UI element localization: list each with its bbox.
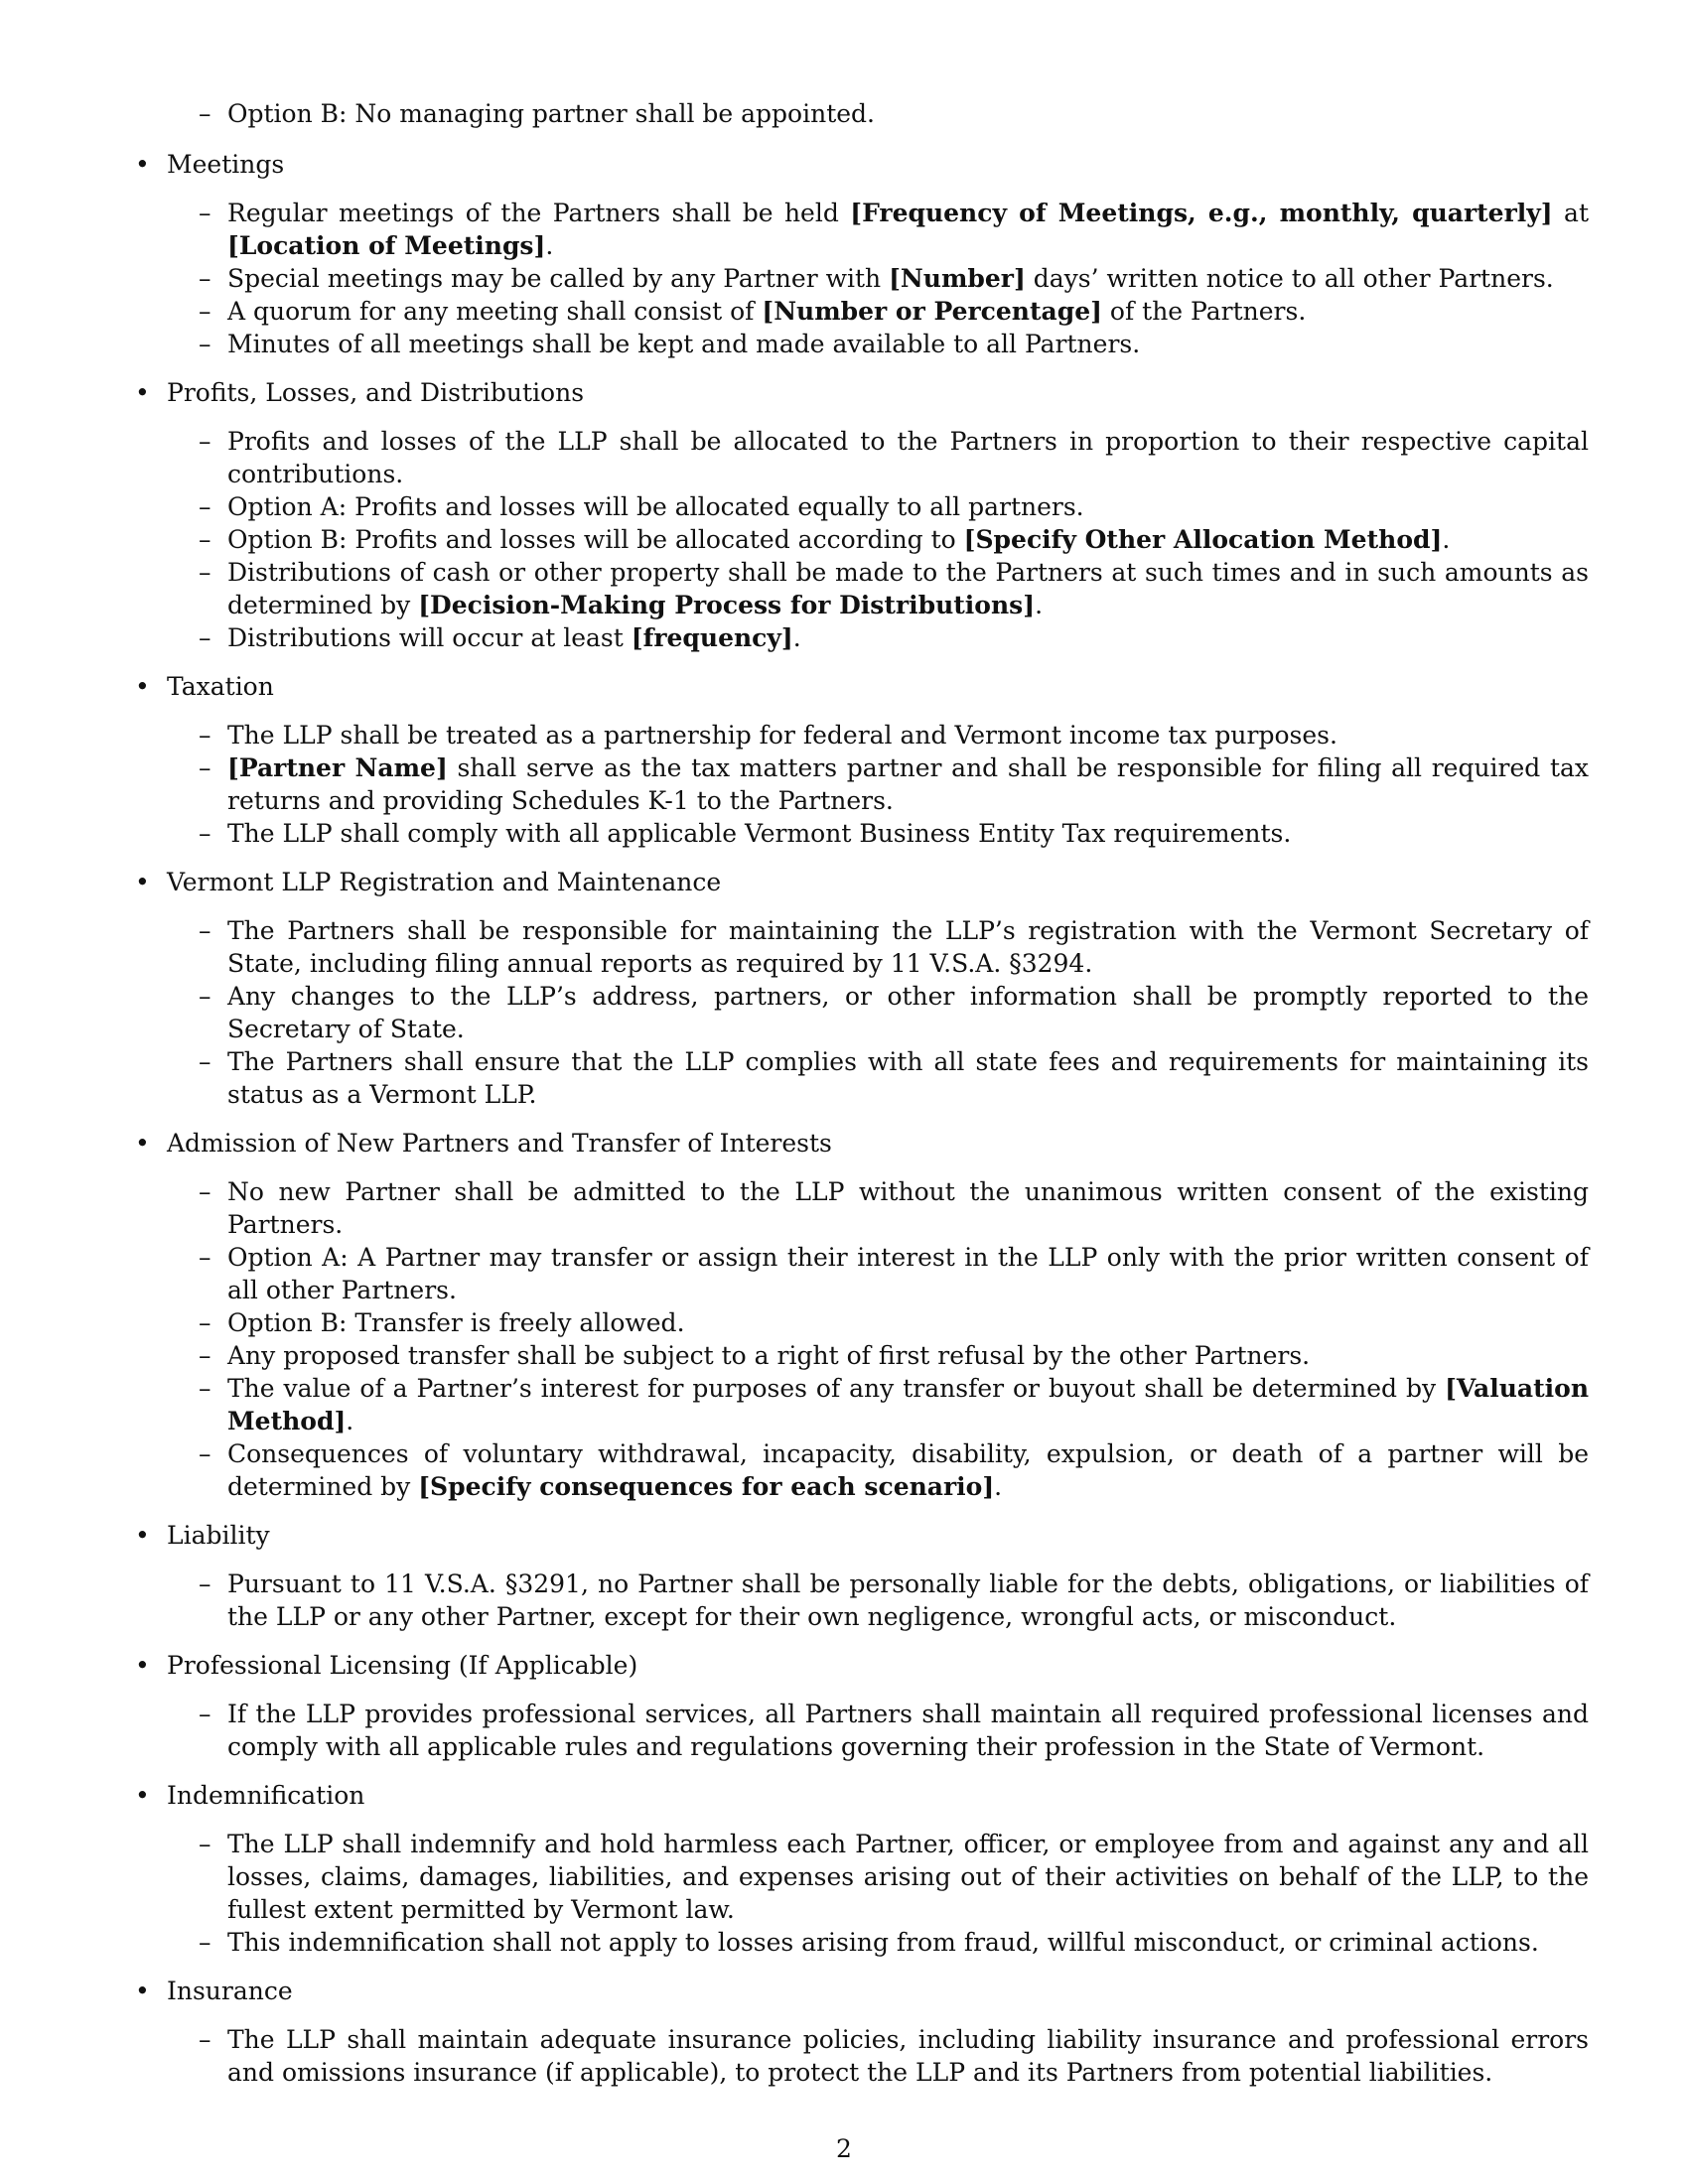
section-liability (135, 1519, 1589, 1633)
lead-list-item: – Option B: No managing partner shall be appointed. (227, 97, 1589, 130)
placeholder-field: [Valuation Method] (227, 1374, 1589, 1435)
text-run: Option B: Profits and losses will be allocated according to (227, 525, 964, 554)
text-run: No new Partner shall be admitted to the LLP without the unanimous written consent of the existing Partners. (227, 1177, 1589, 1239)
text-run: The Partners shall be responsible for maintaining the LLP’s registration with the Vermont Secretary of State, including filing annual reports as required by 11 V.S.A. §3294. (227, 916, 1589, 978)
text-run: The Partners shall ensure that the LLP complies with all state fees and requirements for maintaining its status as a Vermont LLP. (227, 1047, 1589, 1109)
text-run: Option A: Profits and losses will be allocated equally to all partners. (227, 492, 1084, 521)
document-body (135, 97, 1589, 2105)
text-run: A quorum for any meeting shall consist of (227, 297, 763, 326)
text-run: shall serve as the tax matters partner and shall be responsible for filing all required tax returns and providing Schedules K-1 to the Partners. (227, 753, 1590, 815)
list-item (135, 328, 1589, 360)
section-items (135, 2023, 1589, 2089)
text-run: The LLP shall be treated as a partnership for federal and Vermont income tax purposes. (227, 721, 1337, 750)
list-item (135, 1372, 1589, 1437)
page-number: 2 (836, 2134, 852, 2163)
list-item (135, 523, 1589, 556)
text-run: Option B: Transfer is freely allowed. (227, 1308, 685, 1337)
text-run: Any changes to the LLP’s address, partners, or other information shall be promptly reported to the Secretary of State. (227, 982, 1589, 1043)
section-meetings (135, 148, 1589, 360)
section-items (135, 719, 1589, 850)
list-item (135, 556, 1589, 621)
list-item (135, 262, 1589, 295)
section-insurance (135, 1975, 1589, 2089)
text-run: of the Partners. (1101, 297, 1307, 326)
text-run: Regular meetings of the Partners shall be held (227, 199, 851, 227)
placeholder-field: [Frequency of Meetings, e.g., monthly, quarterly] (850, 199, 1553, 227)
section-items (135, 197, 1589, 360)
section-title: • Admission of New Partners and Transfer of Interests (135, 1127, 1589, 1160)
text-run: days’ written notice to all other Partners. (1025, 264, 1554, 293)
list-item (135, 1339, 1589, 1372)
list-item (135, 2023, 1589, 2089)
section-title: • Vermont LLP Registration and Maintenance (135, 866, 1589, 898)
section-items (135, 1828, 1589, 1959)
text-run: Option A: A Partner may transfer or assign their interest in the LLP only with the prior written consent of all other Partners. (227, 1243, 1589, 1304)
section-list (135, 148, 1589, 2089)
text-run: Pursuant to 11 V.S.A. §3291, no Partner shall be personally liable for the debts, obligations, or liabilities of the LLP or any other Partner, except for their own negligence, wrongful acts, or misconduct. (227, 1570, 1589, 1631)
section-items (135, 425, 1589, 654)
text-run: . (1035, 591, 1044, 619)
text-run: If the LLP provides professional services, all Partners shall maintain all required professional licenses and comply with all applicable rules and regulations governing their profession in the State of Vermont. (227, 1700, 1589, 1761)
text-run: . (994, 1472, 1003, 1501)
list-item (135, 980, 1589, 1045)
section-title: • Meetings (135, 148, 1589, 181)
text-run: Minutes of all meetings shall be kept and made available to all Partners. (227, 330, 1141, 358)
text-run: Distributions will occur at least (227, 623, 632, 652)
text-run: Any proposed transfer shall be subject to a right of first refusal by the other Partners. (227, 1341, 1311, 1370)
text-run: Consequences of voluntary withdrawal, incapacity, disability, expulsion, or death of a partner will be determined by (227, 1439, 1589, 1501)
text-run: Distributions of cash or other property shall be made to the Partners at such times and in such amounts as determined by (227, 558, 1589, 619)
text-run: The value of a Partner’s interest for purposes of any transfer or buyout shall be determined by (227, 1374, 1446, 1403)
text-run: The LLP shall maintain adequate insurance policies, including liability insurance and professional errors and omissions insurance (if applicable), to protect the LLP and its Partners from potential liabilities. (227, 2025, 1589, 2087)
text-run: This indemnification shall not apply to losses arising from fraud, willful misconduct, or criminal actions. (227, 1928, 1539, 1957)
list-item (135, 1045, 1589, 1111)
section-title: • Insurance (135, 1975, 1589, 2007)
list-item (135, 425, 1589, 490)
placeholder-field: [Specify consequences for each scenario] (418, 1472, 995, 1501)
placeholder-field: [Decision-Making Process for Distributions] (418, 591, 1036, 619)
text-run: . (792, 623, 801, 652)
section-admission-of-new-partners-and-transfer-of-interests (135, 1127, 1589, 1503)
text-run: Special meetings may be called by any Partner with (227, 264, 890, 293)
list-item (135, 1926, 1589, 1959)
section-items (135, 1698, 1589, 1763)
section-title: • Taxation (135, 670, 1589, 703)
placeholder-field: [Number] (889, 264, 1026, 293)
list-item (135, 197, 1589, 262)
placeholder-field: [frequency] (631, 623, 793, 652)
list-item (135, 1828, 1589, 1926)
text-run: The LLP shall indemnify and hold harmless each Partner, officer, or employee from and against any and all losses, claims, damages, liabilities, and expenses arising out of their activities on behalf of the LLP, to the fullest extent permitted by Vermont law. (227, 1830, 1589, 1924)
text-run: Profits and losses of the LLP shall be allocated to the Partners in proportion to their respective capital contributions. (227, 427, 1589, 488)
section-professional-licensing-if-applicable (135, 1649, 1589, 1763)
list-item (135, 751, 1589, 817)
placeholder-field: [Location of Meetings] (227, 231, 546, 260)
section-vermont-llp-registration-and-maintenance (135, 866, 1589, 1111)
list-item (135, 295, 1589, 328)
section-items (135, 914, 1589, 1111)
section-items (135, 1568, 1589, 1633)
list-item (135, 1698, 1589, 1763)
section-title: • Profits, Losses, and Distributions (135, 376, 1589, 409)
text-run: at (1552, 199, 1589, 227)
list-item (135, 817, 1589, 850)
list-item (135, 490, 1589, 523)
placeholder-field: [Specify Other Allocation Method] (963, 525, 1443, 554)
section-items (135, 1175, 1589, 1503)
list-item (135, 1306, 1589, 1339)
text-run: . (1442, 525, 1451, 554)
placeholder-field: [Number or Percentage] (762, 297, 1102, 326)
placeholder-field: [Partner Name] (227, 753, 448, 782)
text-run: . (545, 231, 554, 260)
list-item (135, 1437, 1589, 1503)
section-title: • Liability (135, 1519, 1589, 1552)
list-item (135, 1175, 1589, 1241)
list-item (135, 1568, 1589, 1633)
list-item (135, 719, 1589, 751)
text-run: The LLP shall comply with all applicable Vermont Business Entity Tax requirements. (227, 819, 1292, 848)
section-title: • Indemnification (135, 1779, 1589, 1812)
section-title: • Professional Licensing (If Applicable) (135, 1649, 1589, 1682)
list-item (135, 1241, 1589, 1306)
section-taxation (135, 670, 1589, 850)
list-item (135, 621, 1589, 654)
list-item (135, 914, 1589, 980)
section-profits-losses-and-distributions (135, 376, 1589, 654)
text-run: . (346, 1407, 354, 1435)
section-indemnification (135, 1779, 1589, 1959)
